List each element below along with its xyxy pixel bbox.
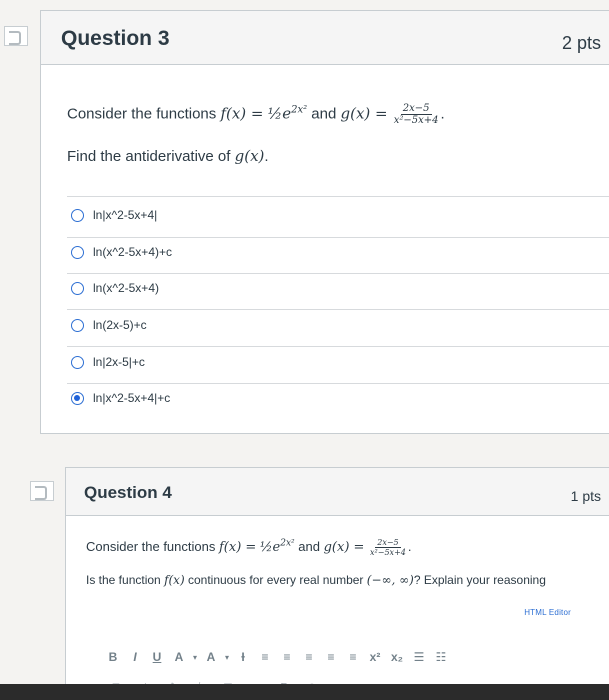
period: . [440,105,445,123]
question-4-points: 1 pts [570,488,601,504]
option-label: ln(x^2-5x+4) [93,281,159,295]
align-center-button[interactable]: ≡ [283,650,291,664]
f-exponent: 2x² [291,104,308,116]
radio-button[interactable] [71,282,84,295]
and-text: and [298,538,320,554]
question-4-title: Question 4 [84,483,172,502]
html-editor-link[interactable]: HTML Editor [524,608,571,617]
question-3-card [40,10,609,434]
bottom-bar [0,684,609,700]
prompt-text: Consider the functions [67,105,217,123]
answer-option[interactable] [71,240,172,264]
bookmark-icon[interactable] [4,26,28,46]
question-4-card [65,467,609,700]
divider [67,273,609,274]
editor-toolbar [102,650,452,664]
answer-option[interactable] [71,350,145,374]
align-justify-button[interactable]: ≡ [327,650,335,664]
question-text: ? Explain your reasoning [413,573,546,587]
question-3-prompt [67,103,445,126]
question-4-prompt [86,538,412,557]
f-expr: ½e [267,104,292,123]
g-label: g(x) = [323,539,365,555]
radio-button[interactable] [71,246,84,259]
g-denominator: x²−5x+4 [370,548,406,557]
subscript-button[interactable]: x₂ [390,650,403,664]
f-exponent: 2x² [280,538,295,549]
find-text: Find the antiderivative of [67,148,231,165]
indent-button[interactable]: ≡ [349,650,357,664]
chevron-down-icon[interactable]: ▾ [224,652,229,662]
divider [67,346,609,347]
radio-button[interactable] [71,356,84,369]
g-label: g(x) = [340,104,388,123]
answer-option[interactable] [71,276,159,300]
italic-button[interactable]: I [133,650,137,664]
option-label: ln(2x-5)+c [93,318,147,332]
clear-format-button[interactable]: Ɨ [241,650,245,664]
prompt-text: Consider the functions [86,538,216,554]
g-fraction [368,538,408,557]
option-label: ln|x^2-5x+4| [93,208,158,222]
bullet-list-button[interactable]: ☰ [413,650,425,664]
radio-button[interactable] [71,319,84,332]
divider [67,237,609,238]
align-right-button[interactable]: ≡ [305,650,313,664]
align-left-button[interactable]: ≡ [261,650,269,664]
f-label: f(x) = [218,539,257,555]
question-text: Is the function [86,573,161,587]
option-label: ln(x^2-5x+4)+c [93,245,172,259]
question-3-title: Question 3 [61,27,170,50]
question-4-header [66,468,609,516]
radio-button-selected[interactable] [71,392,84,405]
chevron-down-icon[interactable]: ▾ [192,652,197,662]
bookmark-icon[interactable] [30,481,54,501]
g-numerator: 2x−5 [377,538,399,547]
period: . [407,538,412,554]
numbered-list-button[interactable]: ☷ [435,650,447,664]
question-interval: (−∞, ∞) [366,573,414,587]
question-4-question [86,572,546,588]
text-color-button[interactable]: A [174,650,184,664]
g-numerator: 2x−5 [402,103,430,114]
radio-button[interactable] [71,209,84,222]
g-denominator: x²−5x+4 [393,115,439,126]
question-function: f(x) [164,573,185,587]
superscript-button[interactable]: x² [369,650,381,664]
g-fraction [392,103,441,126]
find-function: g(x) [234,147,265,165]
answer-option[interactable] [71,313,147,337]
underline-button[interactable]: U [152,650,162,664]
question-text: continuous for every real number [187,573,364,587]
question-3-points: 2 pts [561,33,601,53]
answer-option-selected[interactable] [71,386,170,410]
option-label: ln|2x-5|+c [93,355,145,369]
divider [67,309,609,310]
divider [67,383,609,384]
divider [67,196,609,197]
bold-button[interactable]: B [108,650,118,664]
answer-option[interactable] [71,203,157,227]
question-3-find: Find the antiderivative of g(x). [67,147,269,165]
f-label: f(x) = [220,104,264,123]
f-expr: ½e [259,539,281,555]
question-3-header [41,11,609,65]
background-color-button[interactable]: A [206,650,216,664]
and-text: and [311,105,337,123]
option-label: ln|x^2-5x+4|+c [93,391,171,405]
